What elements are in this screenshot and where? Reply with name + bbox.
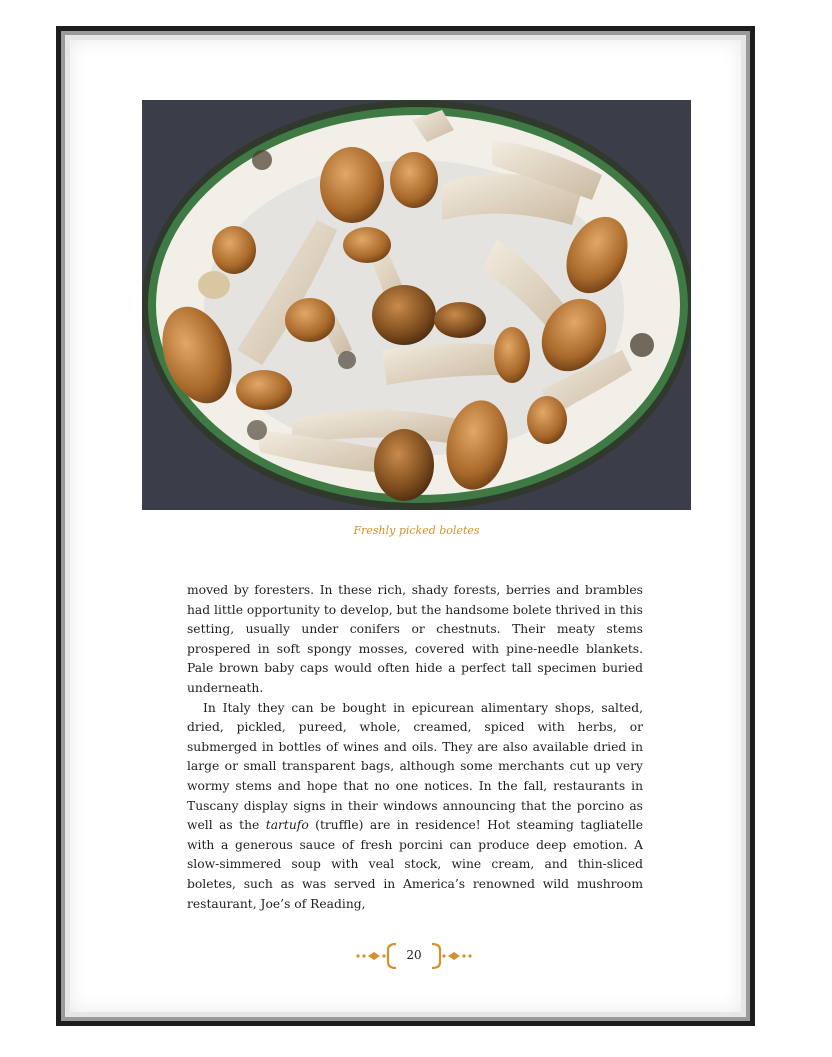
paragraph-2 [187,699,643,915]
bolete-photo [142,100,691,510]
paragraph-2-end: (truffle) are in residence! Hot steaming tagliatelle with a generous sauce of fresh porcini can produce deep emotion. A slow-simmered soup with veal stock, wine cream, and thin-sliced boletes, such as was served in America’s renowned wild mushroom restaurant, Joe’s of Reading, [187,818,643,911]
body-text [187,581,643,914]
paragraph-1: moved by foresters. In these rich, shady forests, berries and brambles had little opportunity to develop, but the handsome bolete thrived in this setting, usually under conifers or chestnuts. Their meaty stems prospered in soft spongy mosses, covered with pine-needle blankets. Pale brown baby caps would often hide a perfect tall specimen buried underneath. [187,583,643,695]
paragraph-2-start: In Italy they can be bought in epicurean alimentary shops, salted, dried, pickled, pureed, whole, creamed, spiced with herbs, or submerged in bottles of wines and oils. They are also available dried in large or small transparent bags, although some merchants cut up very wormy stems and hope that no one notices. In the fall, restaurants in Tuscany display signs in their windows announcing that the porcino as well as the [187,700,643,833]
tartufo-italic: tartufo [265,818,309,833]
page-number-ornament [352,940,476,972]
photo-caption: Freshly picked boletes [353,524,480,537]
page-number: 20 [406,948,422,962]
mushroom-platter-illustration [142,100,691,510]
